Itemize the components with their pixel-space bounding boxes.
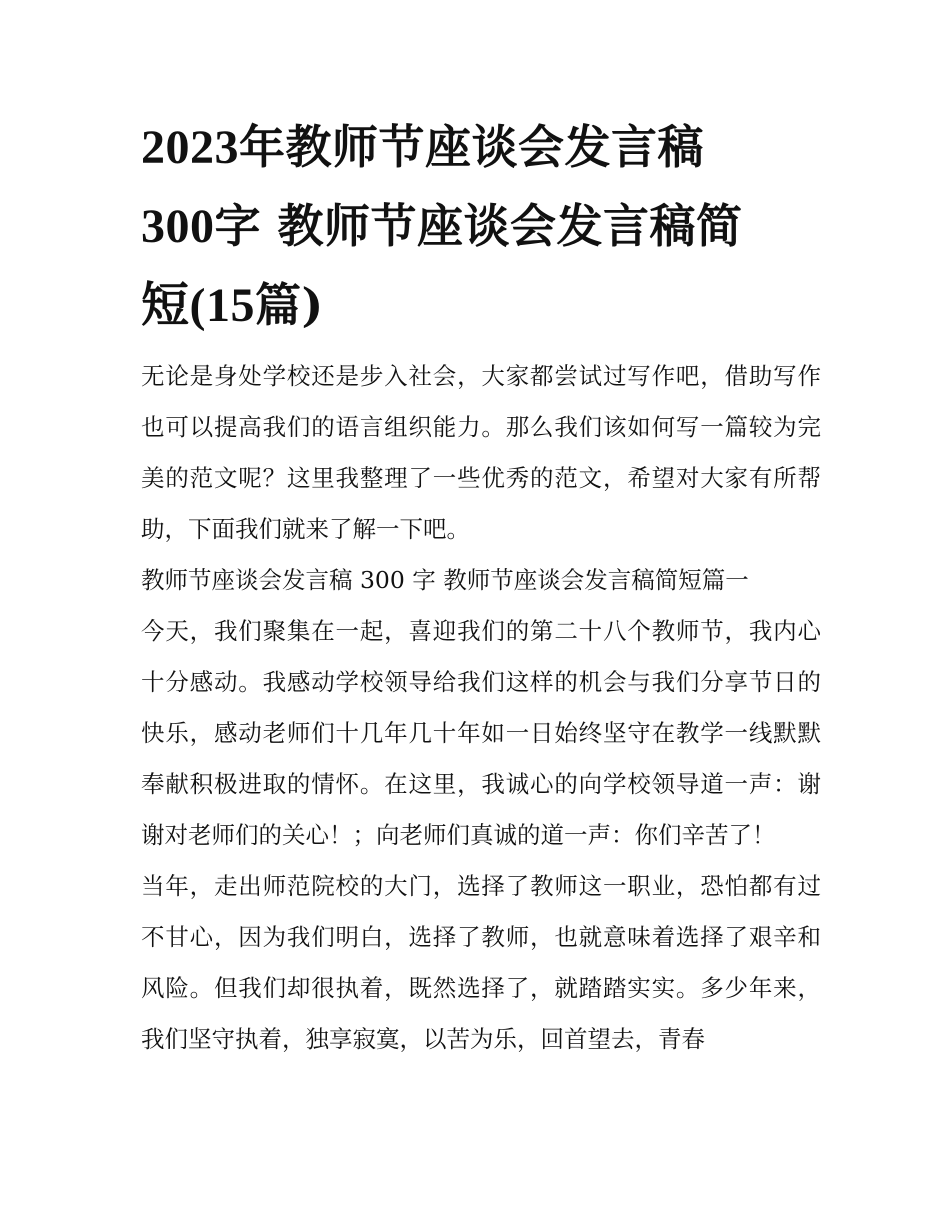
title-line-1-part-2: 年教师节座谈会发言稿 [239,120,704,174]
title-line-2 [141,187,821,266]
title-line-1-part-1: 2023 [141,121,239,174]
title-line-1 [141,108,821,187]
title-line-2-part-2: 字 教师节座谈会发言稿简 [214,199,743,253]
document-content [141,108,821,1065]
intro-paragraph: 无论是身处学校还是步入社会，大家都尝试过写作吧，借助写作也可以提高我们的语言组织能力。那么我们该如何写一篇较为完美的范文呢？这里我整理了一些优秀的范文，希望对大家有所帮助，下面我们就来了解一下吧。 [141,362,821,543]
title-line-2-part-1: 300 [141,200,215,253]
document-title [141,108,821,345]
section-heading: 教师节座谈会发言稿 300 字 教师节座谈会发言稿简短篇一 [141,566,749,594]
title-line-3-part-1: 短(15 [141,279,255,332]
title-line-3 [141,266,821,345]
body-paragraph-1: 今天，我们聚集在一起，喜迎我们的第二十八个教师节，我内心十分感动。我感动学校领导给我们这样的机会与我们分享节日的快乐，感动老师们十几年几十年如一日始终坚守在教学一线默默奉献积极进取的情怀。在这里，我诚心的向学校领导道一声：谢谢对老师们的关心！；向老师们真诚的道一声：你们辛苦了！ [141,617,821,849]
body-paragraph-2: 当年，走出师范院校的大门，选择了教师这一职业，恐怕都有过不甘心，因为我们明白，选择了教师，也就意味着选择了艰辛和风险。但我们却很执着，既然选择了，就踏踏实实。多少年来，我们坚守执着，独享寂寞，以苦为乐，回首望去，青春 [141,872,821,1053]
title-line-3-part-2: 篇) [255,278,324,332]
